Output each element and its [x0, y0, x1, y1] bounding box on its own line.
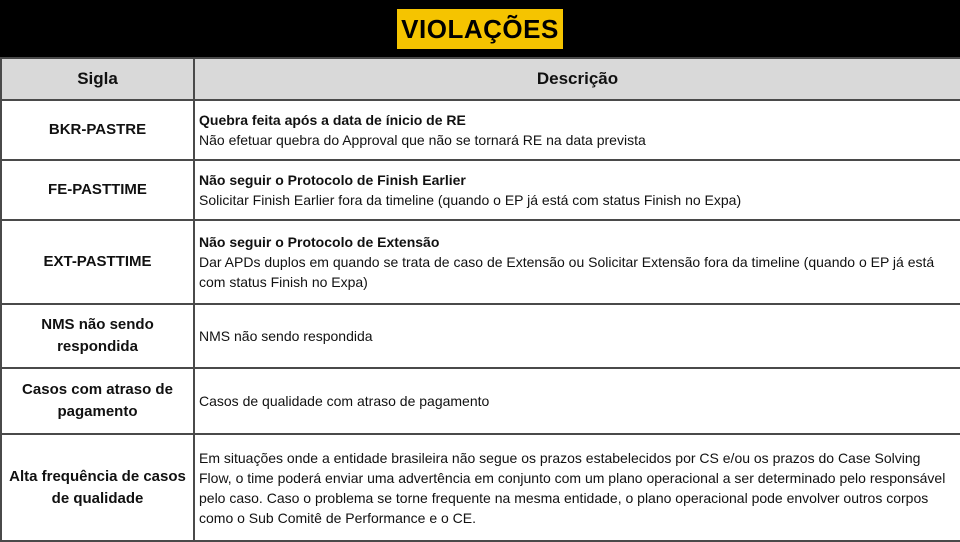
- row-description-title: Quebra feita após a data de ínicio de RE: [199, 112, 466, 128]
- table-row: [1, 160, 960, 220]
- row-description-text: Dar APDs duplos em quando se trata de caso de Extensão ou Solicitar Extensão fora da timeline (quando o EP já está com status Finish no Expa): [199, 254, 935, 290]
- row-description: [194, 304, 960, 368]
- row-description-text: Casos de qualidade com atraso de pagamento: [199, 393, 490, 409]
- header-descricao: Descrição: [194, 58, 960, 100]
- row-description-text: NMS não sendo respondida: [199, 328, 373, 344]
- table-row: [1, 368, 960, 434]
- row-sigla: Alta frequência de casos de qualidade: [1, 434, 194, 541]
- row-description: [194, 368, 960, 434]
- table-header-row: [1, 58, 960, 100]
- row-description: [194, 434, 960, 541]
- table-row: [1, 434, 960, 541]
- title-bar: [0, 0, 960, 57]
- row-description-title: Não seguir o Protocolo de Finish Earlier: [199, 172, 466, 188]
- row-sigla: Casos com atraso de pagamento: [1, 368, 194, 434]
- table-row: [1, 304, 960, 368]
- row-description-text: Solicitar Finish Earlier fora da timeline (quando o EP já está com status Finish no Expa): [199, 192, 742, 208]
- row-sigla: EXT-PASTTIME: [1, 220, 194, 304]
- violations-table: [0, 57, 960, 542]
- row-description-text: Não efetuar quebra do Approval que não se tornará RE na data prevista: [199, 132, 646, 148]
- table-row: [1, 100, 960, 160]
- row-description-title: Não seguir o Protocolo de Extensão: [199, 234, 440, 250]
- header-sigla: Sigla: [1, 58, 194, 100]
- row-sigla: NMS não sendo respondida: [1, 304, 194, 368]
- row-sigla: FE-PASTTIME: [1, 160, 194, 220]
- table-row: [1, 220, 960, 304]
- row-description: [194, 220, 960, 304]
- page-title: VIOLAÇÕES: [397, 9, 563, 49]
- row-description: [194, 100, 960, 160]
- row-sigla: BKR-PASTRE: [1, 100, 194, 160]
- row-description: [194, 160, 960, 220]
- row-description-text: Em situações onde a entidade brasileira não segue os prazos estabelecidos por CS e/ou os prazos do Case Solving Flow, o time poderá enviar uma advertência em conjunto com um plano operacional a ser determinado pelo responsável pelo caso. Caso o problema se torne frequente na mesma entidade, o plano operacional pode envolver outros corpos como o Sub Comitê de Performance e o CE.: [199, 449, 946, 526]
